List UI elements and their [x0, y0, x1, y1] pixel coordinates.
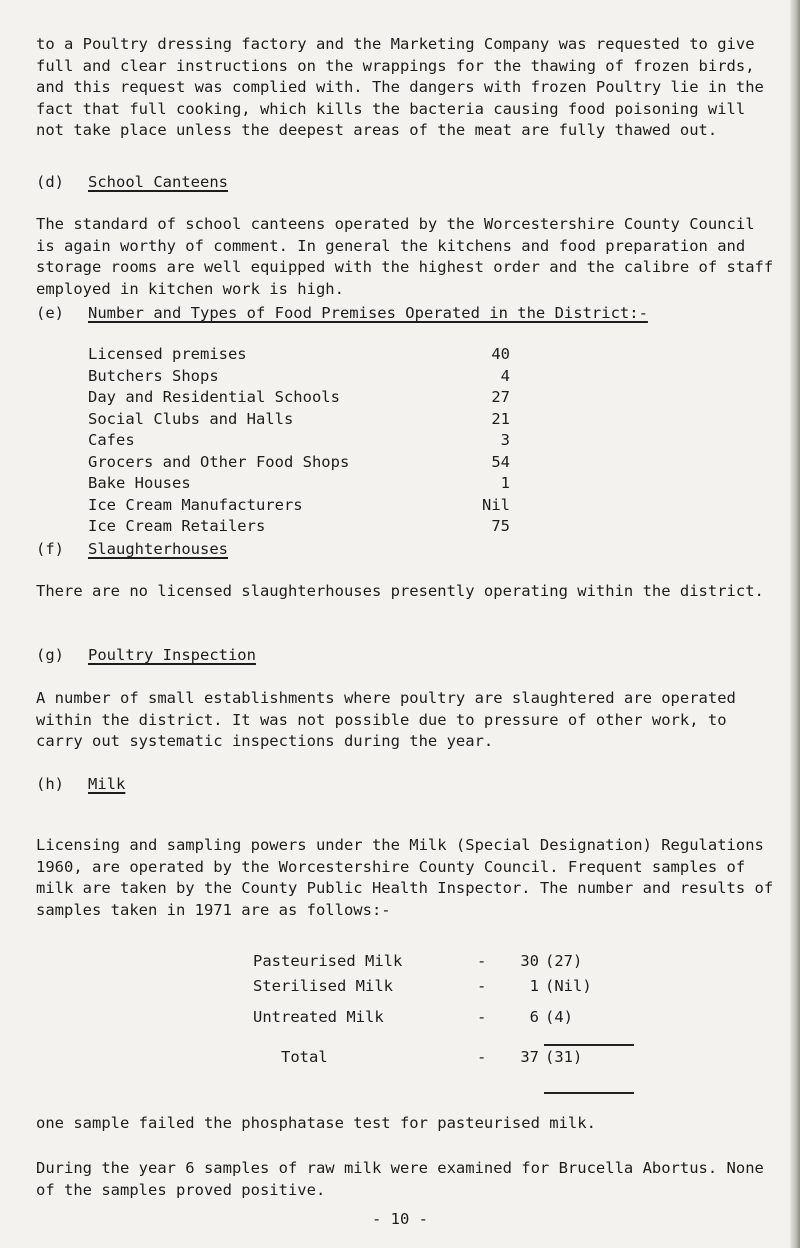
section-d-title: School Canteens — [88, 173, 228, 191]
row-value: 21 — [491, 409, 510, 428]
row-name: Licensed premises — [88, 345, 247, 363]
row-value: 27 — [491, 388, 510, 406]
row-prior: (31) — [545, 1048, 583, 1066]
section-e-heading — [36, 304, 648, 322]
row-name: Bake Houses — [88, 474, 191, 492]
table-row — [88, 473, 510, 495]
premises-table — [88, 344, 510, 538]
total-rule-bottom — [544, 1092, 634, 1094]
section-d-heading — [36, 173, 228, 191]
table-row — [88, 344, 510, 366]
section-f-label: (f) — [36, 540, 64, 558]
phosphatase-note: one sample failed the phosphatase test for pasteurised milk. — [36, 1114, 596, 1132]
section-f-text: There are no licensed slaughterhouses presently operating within the district. — [36, 582, 764, 600]
row-dash: - — [477, 1048, 487, 1066]
table-row — [253, 976, 605, 1007]
row-value: 1 — [500, 474, 510, 492]
section-e-title: Number and Types of Food Premises Operated in the District:- — [88, 304, 648, 322]
row-value: Nil — [482, 495, 510, 514]
row-name: Social Clubs and Halls — [88, 409, 294, 428]
row-prior: (Nil) — [545, 977, 592, 995]
section-f-heading — [36, 540, 228, 558]
brucella-note: During the year 6 samples of raw milk were examined for Brucella Abortus. None of the samples proved positive. — [36, 1159, 764, 1199]
row-value: 3 — [500, 431, 510, 449]
row-name: Butchers Shops — [88, 366, 219, 385]
row-name: Grocers and Other Food Shops — [88, 452, 350, 471]
section-e-label: (e) — [36, 304, 64, 322]
section-g-title: Poultry Inspection — [88, 646, 256, 664]
table-row — [88, 409, 510, 431]
table-row — [88, 452, 510, 474]
row-name: Ice Cream Retailers — [88, 517, 266, 535]
row-name: Day and Residential Schools — [88, 388, 340, 406]
row-name: Ice Cream Manufacturers — [88, 495, 303, 514]
page-edge — [790, 0, 800, 1248]
section-d-text: The standard of school canteens operated by the Worcestershire County Council is again worthy of comment. In general the kitchens and food preparation and storage rooms are well equipped with the highest order and the calibre of staff employed in kitchen work is high. — [36, 215, 774, 298]
total-rule-top — [544, 1044, 634, 1046]
row-name: Cafes — [88, 431, 135, 449]
section-h-text: Licensing and sampling powers under the Milk (Special Designation) Regulations 1960, are operated by the Worcestershire County Council. Frequent samples of milk are taken by the County Public Health Inspector. The number and results of samples taken in 1971 are as follows:- — [36, 836, 774, 919]
table-row — [88, 516, 510, 538]
row-prior: (4) — [545, 1008, 573, 1026]
page-number: - 10 - — [372, 1210, 428, 1228]
section-h-label: (h) — [36, 775, 64, 793]
table-row — [253, 1007, 605, 1047]
row-dash: - — [477, 1008, 487, 1026]
row-name: Sterilised Milk — [253, 977, 393, 995]
table-row — [88, 430, 510, 452]
row-dash: - — [477, 952, 487, 970]
row-count: 6 — [529, 1008, 539, 1026]
section-f-title: Slaughterhouses — [88, 540, 228, 558]
row-name: Pasteurised Milk — [253, 952, 403, 970]
row-name: Untreated Milk — [253, 1008, 384, 1026]
table-row — [253, 951, 605, 976]
row-value: 75 — [491, 517, 510, 535]
row-value: 40 — [491, 345, 510, 363]
table-row — [88, 387, 510, 409]
section-d-label: (d) — [36, 173, 64, 191]
row-count: 37 — [520, 1048, 539, 1066]
table-row — [88, 366, 510, 388]
section-h-heading — [36, 775, 125, 793]
row-count: 1 — [529, 977, 539, 995]
row-value: 54 — [491, 452, 510, 471]
row-count: 30 — [520, 952, 539, 970]
intro-paragraph: to a Poultry dressing factory and the Marketing Company was requested to give full and clear instructions on the wrappings for the thawing of frozen birds, and this request was complied with. The dangers with frozen Poultry lie in the fact that full cooking, which kills the bacteria causing food poisoning will not take place unless the deepest areas of the meat are fully thawed out. — [36, 35, 764, 139]
total-row — [253, 1047, 605, 1068]
section-g-label: (g) — [36, 646, 64, 664]
milk-samples-table — [253, 951, 605, 1068]
row-prior: (27) — [545, 952, 583, 970]
table-row — [88, 495, 510, 517]
section-g-text: A number of small establishments where poultry are slaughtered are operated within the district. It was not possible due to pressure of other work, to carry out systematic inspections during the year. — [36, 689, 736, 750]
section-h-title: Milk — [88, 775, 126, 793]
section-g-heading — [36, 646, 256, 664]
row-dash: - — [477, 977, 487, 995]
row-name: Total — [281, 1048, 328, 1066]
row-value: 4 — [500, 366, 510, 385]
